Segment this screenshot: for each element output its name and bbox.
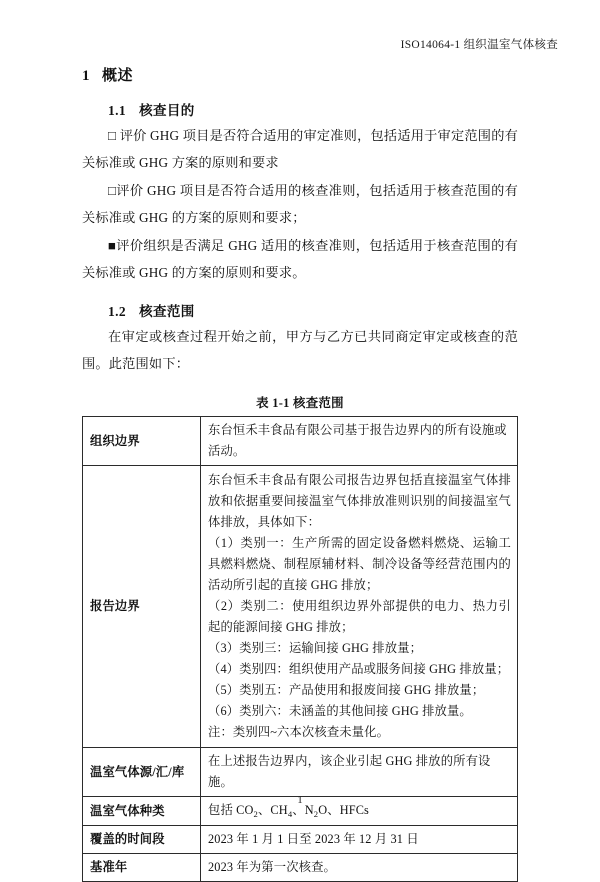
gas-separator: 、 — [257, 803, 271, 817]
table-row — [83, 748, 518, 797]
row-label-gas-types: 温室气体种类 — [83, 797, 201, 826]
report-boundary-item-3: （3）类别三：运输间接 GHG 排放量； — [208, 641, 423, 655]
purpose-item-2: □评价 GHG 项目是否符合适用的核查准则，包括适用于核查范围的有关标准或 GHG 的方案的原则和要求； — [82, 183, 518, 225]
table-row — [83, 854, 518, 882]
subsection-title: 核查范围 — [139, 304, 195, 319]
row-value-time-period: 2023 年 1 月 1 日至 2023 年 12 月 31 日 — [201, 826, 518, 854]
subsection-heading-1-1 — [82, 99, 518, 119]
document-body — [82, 64, 518, 882]
report-boundary-note: 注：类别四~六本次核查未量化。 — [208, 725, 390, 739]
gas-n2o: $N_2O$ — [304, 803, 328, 819]
gas-list-prefix: 包括 — [208, 803, 237, 817]
row-value-ghg-sources: 在上述报告边界内，该企业引起 GHG 排放的所有设施。 — [201, 748, 518, 797]
row-label-ghg-sources: 温室气体源/汇/库 — [83, 748, 201, 797]
row-label-organization-boundary: 组织边界 — [83, 417, 201, 466]
gas-hfcs: HFCs — [339, 803, 369, 817]
report-boundary-item-5: （5）类别五：产品使用和报废间接 GHG 排放量； — [208, 683, 485, 697]
row-value-base-year: 2023 年为第一次核查。 — [201, 854, 518, 882]
subsection-title: 核查目的 — [139, 103, 195, 118]
table-caption: 表 1-1 核查范围 — [256, 396, 344, 410]
subsection-number: 1.1 — [108, 103, 127, 118]
subsection-number: 1.2 — [108, 304, 127, 319]
row-value-report-boundary — [201, 466, 518, 748]
purpose-item-1: □ 评价 GHG 项目是否符合适用的审定准则，包括适用于审定范围的有关标准或 GHG 方案的原则和要求 — [82, 128, 518, 170]
scope-table — [82, 416, 518, 882]
page-number: 1 — [297, 794, 303, 806]
report-boundary-item-2: （2）类别二：使用组织边界外部提供的电力、热力引起的能源间接 GHG 排放； — [208, 599, 511, 634]
table-row — [83, 466, 518, 748]
row-value-organization-boundary: 东台恒禾丰食品有限公司基于报告边界内的所有设施或活动。 — [201, 417, 518, 466]
subsection-heading-1-2 — [82, 300, 518, 320]
report-boundary-item-4: （4）类别四：组织使用产品或服务间接 GHG 排放量； — [208, 662, 510, 676]
running-header: ISO14064-1 组织温室气体核查 — [400, 39, 558, 51]
row-label-report-boundary: 报告边界 — [83, 466, 201, 748]
gas-ch4: $CH_4$ — [270, 803, 293, 819]
gas-co2: $CO_2$ — [236, 803, 258, 819]
gas-separator: 、 — [327, 803, 340, 817]
row-label-base-year: 基准年 — [83, 854, 201, 882]
table-row — [83, 417, 518, 466]
scope-paragraph: 在审定或核查过程开始之前，甲方与乙方已共同商定审定或核查的范围。此范围如下： — [82, 329, 518, 371]
table-row — [83, 826, 518, 854]
report-boundary-item-1: （1）类别一：生产所需的固定设备燃料燃烧、运输工具燃料燃烧、制程原辅材料、制冷设备等经营范围内的活动所引起的直接 GHG 排放； — [208, 536, 511, 592]
row-label-time-period: 覆盖的时间段 — [83, 826, 201, 854]
section-number: 1 — [82, 68, 90, 84]
section-heading-1 — [82, 64, 518, 85]
report-boundary-intro: 东台恒禾丰食品有限公司报告边界包括直接温室气体排放和依据重要间接温室气体排放准则识别的间接温室气体排放，具体如下： — [208, 473, 511, 529]
section-title: 概述 — [102, 68, 134, 84]
report-boundary-item-6: （6）类别六：未涵盖的其他间接 GHG 排放量。 — [208, 704, 472, 718]
gas-separator: 、 — [292, 803, 305, 817]
purpose-item-3: ■评价组织是否满足 GHG 适用的核查准则，包括适用于核查范围的有关标准或 GHG 的方案的原则和要求。 — [82, 238, 518, 280]
